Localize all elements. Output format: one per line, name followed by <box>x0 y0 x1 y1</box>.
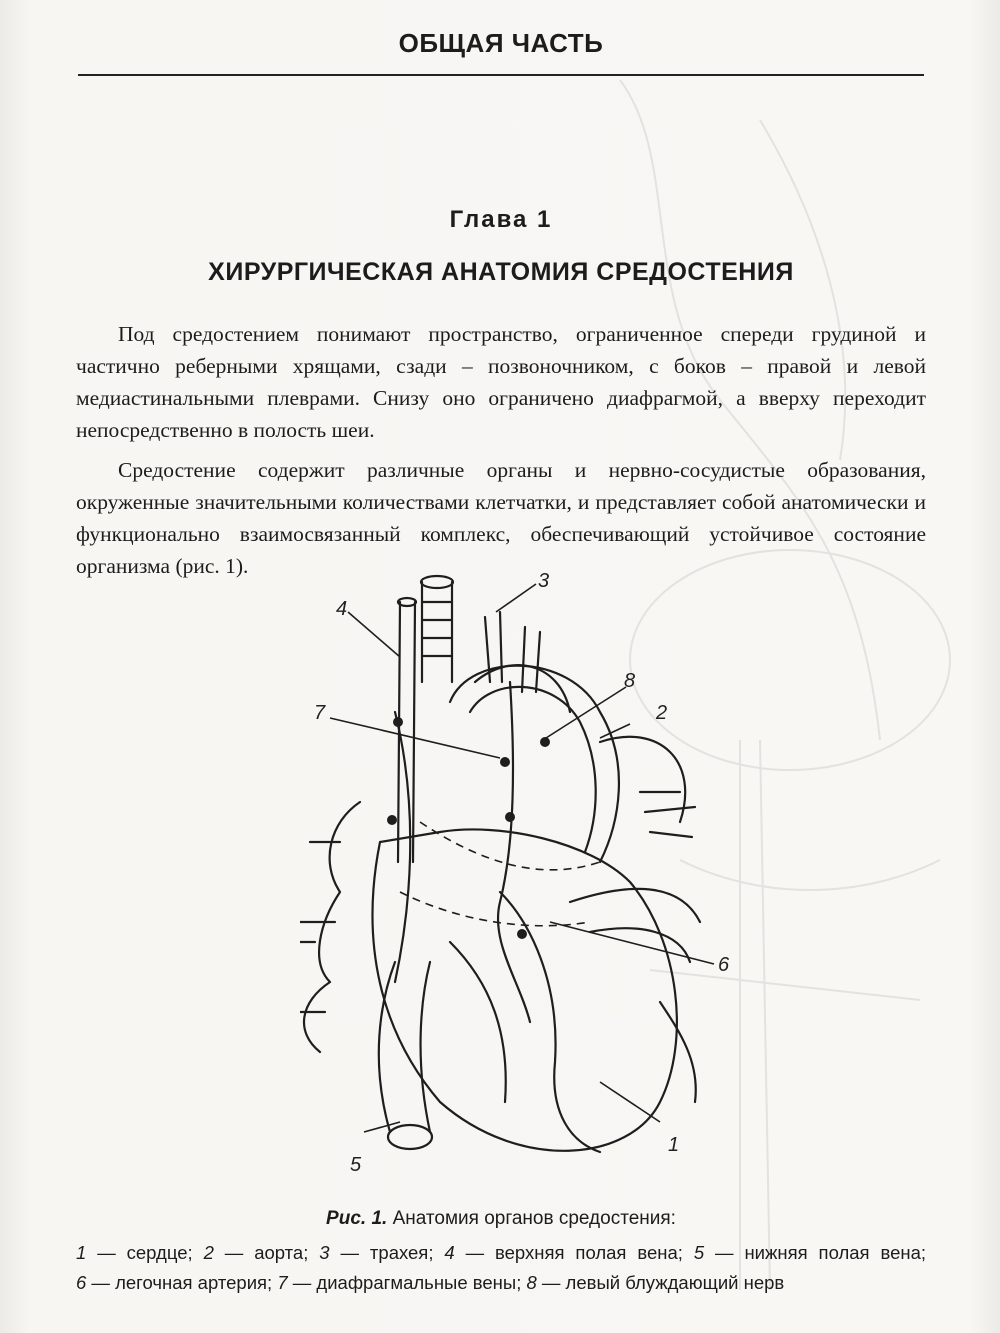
legend-item-5 <box>694 1242 926 1263</box>
running-title: ОБЩАЯ ЧАСТЬ <box>398 28 604 58</box>
figure-label-6: 6 <box>718 954 730 976</box>
mediastinum-illustration <box>300 562 760 1182</box>
body-text <box>76 318 926 590</box>
legend-text: — аорта; <box>213 1242 309 1263</box>
legend-number: 2 <box>203 1242 214 1263</box>
legend-text: — сердце; <box>86 1242 193 1263</box>
figure-label-7: 7 <box>314 702 326 724</box>
legend-text: — легочная артерия; <box>86 1272 273 1293</box>
legend-text: — трахея; <box>329 1242 434 1263</box>
figure-label-4: 4 <box>336 598 348 620</box>
figure-label-8: 8 <box>624 670 636 692</box>
figure-label-5: 5 <box>350 1154 362 1176</box>
legend-item-6 <box>76 1272 272 1293</box>
figure-caption-text: Анатомия органов средостения: <box>392 1208 676 1229</box>
legend-number: 8 <box>526 1272 537 1293</box>
figure-label-2: 2 <box>656 702 668 724</box>
legend-item-8 <box>526 1272 784 1293</box>
figure-legend-line-1 <box>76 1242 926 1264</box>
legend-text: — нижняя полая вена; <box>704 1242 927 1263</box>
legend-item-3 <box>319 1242 433 1263</box>
legend-number: 3 <box>319 1242 330 1263</box>
legend-text: — диафрагмальные вены; <box>287 1272 522 1293</box>
figure-legend-line-2 <box>76 1272 868 1294</box>
legend-item-2 <box>204 1242 309 1263</box>
paragraph-2: Средостение содержит различные органы и нервно-сосудистые образования, окруженные значительными количествами клетчатки, и представляет собой анатомически и функционально взаимосвязанный комплекс, обеспечивающий устойчивое состояние организма (рис. 1). <box>76 458 926 578</box>
figure-mediastinum <box>300 562 760 1182</box>
figure-caption-title <box>78 1208 924 1230</box>
legend-number: 4 <box>444 1242 455 1263</box>
chapter-title: ХИРУРГИЧЕСКАЯ АНАТОМИЯ СРЕДОСТЕНИЯ <box>208 258 794 286</box>
legend-item-7 <box>277 1272 521 1293</box>
figure-number: Рис. 1. <box>326 1208 388 1229</box>
legend-item-4 <box>444 1242 683 1263</box>
header-rule <box>78 74 924 76</box>
legend-text: — верхняя полая вена; <box>454 1242 683 1263</box>
legend-number: 5 <box>693 1242 705 1263</box>
legend-text: — левый блуждающий нерв <box>536 1272 785 1293</box>
chapter-number: Глава 1 <box>449 206 553 233</box>
legend-number: 6 <box>76 1272 87 1293</box>
legend-number: 7 <box>277 1272 288 1293</box>
figure-label-1: 1 <box>668 1134 680 1156</box>
figure-label-3: 3 <box>538 570 550 592</box>
legend-item-1 <box>76 1242 193 1263</box>
legend-number: 1 <box>76 1242 87 1263</box>
paragraph-1: Под средостением понимают пространство, ограниченное спереди грудиной и частично реберными хрящами, сзади – позвоночником, с боков – правой и левой медиастинальными плеврами. Снизу оно ограничено диафрагмой, а вверху переходит непосредственно в полость шеи. <box>76 322 926 442</box>
